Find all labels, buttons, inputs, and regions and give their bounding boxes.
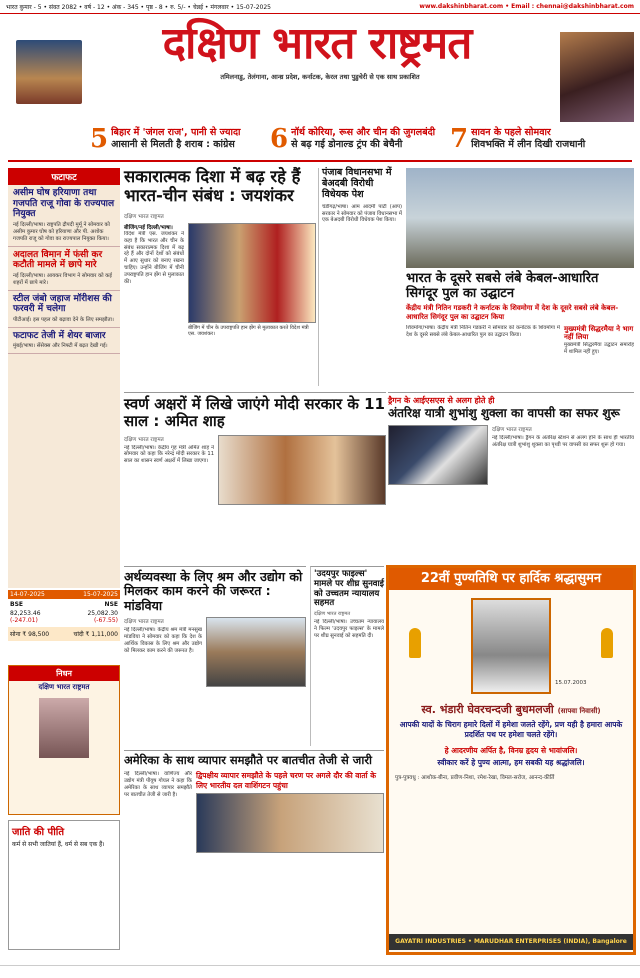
story-headline: भारत के दूसरे सबसे लंबे केबल-आधारित सिगंदूर पुल का उद्घाटन — [406, 271, 599, 301]
story-body: चंडीगढ़/भाषा। आम आदमी पार्टी (आप) सरकार ने सोमवार को पंजाब विधानसभा में एक बेअदबी विरोधी विधेयक पेश किया। — [322, 203, 402, 224]
obituary-photo — [39, 698, 89, 758]
memorial-place: (सापवा निवासी) — [557, 707, 601, 715]
story-bridge[interactable] — [406, 272, 634, 388]
teaser-page-number: 6 — [270, 124, 289, 154]
photo-caption: बीजिंग में चीन के उपराष्ट्रपति हान झेंग से मुलाकात करते विदेश मंत्री एस. जयशंकर। — [188, 324, 309, 338]
mandaviya-photo — [206, 617, 306, 687]
newspaper-subtitle: तमिलनाडु, तेलंगाना, आन्ध्र प्रदेश, कर्नाटक, केरल तथा पुडुचेरी से एक साथ प्रकाशित — [220, 73, 420, 81]
teaser-3[interactable] — [450, 124, 635, 154]
story-headline: स्वर्ण अक्षरों में लिखे जाएंगे मोदी सरकार के 11 साल : अमित शाह — [124, 395, 385, 431]
brief-story[interactable] — [8, 247, 120, 291]
sidebar-body: मुख्यमंत्री सिद्धरमैया उद्घाटन समारोह में शामिल नहीं हुए। — [564, 341, 634, 355]
brief-title: फटाफट तेजी में शेयर बाजार — [13, 330, 106, 341]
story-amit-shah[interactable] — [124, 392, 386, 562]
trade-side-headline: द्विपक्षीय व्यापार समझौते के पहले चरण पर अगले दौर की वार्ता के लिए भारतीय दल वाशिंगटन पहुंचा — [196, 771, 376, 790]
story-subhead: केंद्रीय मंत्री नितिन गडकरी ने कर्नाटक के शिवमोगा में देश के दूसरे सबसे लंबे केबल-आधारित सिगंदूर पुल का उद्घाटन किया — [406, 303, 619, 321]
page-footer — [0, 965, 640, 978]
teaser-line-1: नॉर्थ कोरिया, रूस और चीन की जुगलबंदी — [291, 127, 436, 138]
jaishankar-photo — [188, 223, 316, 323]
story-byline: दक्षिण भारत राष्ट्रमत — [124, 619, 164, 626]
story-mandaviya[interactable] — [124, 566, 306, 746]
memorial-portrait — [471, 598, 551, 694]
sidebar-title: मुख्यमंत्री सिद्धरमैया ने भाग नहीं लिया — [564, 324, 634, 342]
brief-story[interactable] — [8, 291, 120, 328]
memorial-name — [389, 702, 633, 717]
amit-shah-photo — [218, 435, 386, 505]
story-headline: अंतरिक्ष यात्री शुभांशु शुक्ला का वापसी का सफर शुरू — [388, 406, 620, 420]
market-box — [8, 590, 120, 660]
obituary-subtitle: दक्षिण भारत राष्ट्रमत — [38, 683, 90, 691]
nse-value: 25,082.30 — [87, 610, 118, 617]
story-byline: दक्षिण भारत राष्ट्रमत — [492, 426, 532, 433]
brief-body: मुंबई/भाषा। सेंसेक्स और निफ्टी में बढ़त देखी गई। — [13, 343, 108, 349]
brief-title: स्टील जंबो जहाज मॉरीशस की फरवरी में चलेगा — [13, 293, 112, 314]
masthead-photo — [560, 32, 634, 122]
column-body: कर्म से सभी जातियां हैं, धर्म से सब एक हैं। — [12, 841, 105, 848]
nse-change: (-67.55) — [93, 617, 118, 624]
story-headline: पंजाब विधानसभा में बेअदबी विरोधी विधेयक पेश — [322, 167, 392, 200]
brief-story[interactable] — [8, 185, 120, 247]
story-body: विदेश मंत्री एस. जयशंकर ने कहा है कि भारत और चीन के संबंध सकारात्मक दिशा में बढ़ रहे हैं और दोनों देशों को संबंधों में आए सुधार को बनाए रखना चाहिए। उन्होंने बीजिंग में चीनी उपराष्ट्रपति हान झेंग से मुलाकात की। — [124, 230, 184, 285]
teaser-page-number: 7 — [450, 124, 469, 154]
story-punjab[interactable] — [318, 168, 402, 386]
website-email[interactable]: www.dakshinbharat.com • Email : chennai@dakshinbharat.com — [419, 3, 634, 10]
story-headline: सकारात्मक दिशा में बढ़ रहे हैं भारत-चीन संबंध : जयशंकर — [124, 167, 301, 205]
teaser-page-number: 5 — [90, 124, 109, 154]
column-box — [8, 820, 120, 950]
story-headline: अमेरिका के साथ व्यापार समझौते पर बातचीत तेजी से जारी — [124, 753, 372, 767]
market-date-1: 14-07-2025 — [10, 591, 45, 598]
story-body: नई दिल्ली/भाषा। केंद्रीय श्रम मंत्री मनसुख मांडविया ने सोमवार को कहा कि देश के आर्थिक विकास के लिए श्रम और उद्योग को मिलकर काम करने की जरूरत है। — [124, 627, 202, 654]
issue-info: भारत कुमार - 5 • संवत 2082 • वर्ष - 12 • अंक - 345 • पृष्ठ - 8 • रु. 5/- • चेन्नई • मंगलवार • 15-07-2025 — [6, 3, 271, 11]
masthead-divider — [8, 160, 632, 162]
column-title: जाति की पीति — [12, 827, 65, 838]
story-byline: दक्षिण भारत राष्ट्रमत — [314, 611, 351, 618]
market-date-2: 15-07-2025 — [83, 591, 118, 598]
obituary-box — [8, 665, 120, 815]
bse-label: BSE — [10, 601, 23, 608]
lamp-icon — [409, 628, 421, 658]
story-udaipur[interactable] — [310, 566, 384, 746]
teaser-line-2: आसानी से मिलती है शराब : कांग्रेस — [111, 139, 235, 150]
story-body: नई दिल्ली/भाषा। केंद्रीय गृह मंत्री अमित शाह ने सोमवार को कहा कि नरेन्द्र मोदी सरकार के 11 साल का शासन स्वर्ण अक्षरों में लिखा जाएगा। — [124, 444, 214, 465]
teaser-line-1: बिहार में 'जंगल राज', पानी से ज्यादा — [111, 127, 241, 138]
issue-info-bar — [0, 0, 640, 14]
story-trade[interactable] — [124, 750, 384, 955]
shukla-photo — [388, 425, 488, 485]
story-body: नई दिल्ली/भाषा। ड्रैगन के अंतरिक्ष स्टेशन से अलग होने के साथ ही भारतीय अंतरिक्ष यात्री शुभांशु शुक्ला का पृथ्वी पर वापसी का सफर शुरू हो गया। — [492, 434, 634, 448]
memorial-line-3: स्वीकार करें हे पुण्य आत्मा, हम सबकी यह श्रद्धांजलि। — [437, 758, 585, 767]
story-dateline: बीजिंग/नई दिल्ली/भाषा। — [124, 224, 173, 231]
teaser-1[interactable] — [90, 124, 270, 154]
story-byline: दक्षिण भारत राष्ट्रमत — [124, 213, 164, 220]
teaser-2[interactable] — [270, 124, 450, 154]
obituary-title: निधन — [9, 666, 119, 681]
left-briefs-column — [8, 168, 120, 588]
lamp-icon — [601, 628, 613, 658]
story-body: नई दिल्ली/भाषा। उच्चतम न्यायालय ने फिल्म 'उदयपुर फाइल्स' के मामले पर शीघ्र सुनवाई को सहमति दी। — [314, 619, 384, 639]
story-body: नई दिल्ली/भाषा। वाणिज्य और उद्योग मंत्री पीयूष गोयल ने कहा कि अमेरिका के साथ व्यापार समझौते पर बातचीत तेजी से जारी है। — [124, 771, 192, 798]
teaser-line-2: से बढ़ गई डोनाल्ड ट्रंप की बेचैनी — [291, 139, 403, 150]
story-body: शिवमोगा/भाषा। केंद्रीय मंत्री नितिन गडकरी ने सोमवार को कर्नाटक के शिवमोगा में देश के दूसरे सबसे लंबे केबल-आधारित पुल का उद्घाटन किया। — [406, 324, 560, 338]
brief-title: अदालत विमान में फंसी कर कटौती मामले में छापे मारे — [13, 249, 103, 270]
nse-label: NSE — [104, 601, 118, 608]
goyal-photo — [196, 793, 384, 853]
death-date: 15.07.2003 — [555, 680, 587, 686]
story-headline: 'उदयपुर फाइल्स' मामले पर शीघ्र सुनवाई को उच्चतम न्यायालय सहमत — [314, 569, 384, 609]
bridge-photo — [406, 168, 634, 268]
story-kicker: ड्रैगन के आईएसएस से अलग होते ही — [388, 396, 495, 405]
story-shukla[interactable] — [388, 392, 634, 560]
memorial-family: पुत्र-पुत्रवधु : आशोक-बीना, प्रवीण-निशा, रमेश-रेखा, विमल-सरोज, आनन्द-कीर्ति — [395, 775, 555, 781]
briefs-header: फटाफट — [8, 168, 120, 185]
teaser-line-1: सावन के पहले सोमवार — [471, 127, 551, 138]
memorial-advert — [386, 565, 636, 955]
gold-price: सोना ₹ 98,500 — [10, 631, 50, 638]
brief-title: असीम घोष हरियाणा तथा गजपति राजू गोवा के राज्यपाल नियुक्त — [13, 188, 115, 219]
memorial-line-2: हे आदरणीय अर्पित है, विनम्र हृदय से भावांजलि। — [444, 746, 578, 755]
story-byline: दक्षिण भारत राष्ट्रमत — [124, 436, 164, 443]
brief-story[interactable] — [8, 328, 120, 355]
newspaper-title: दक्षिण भारत राष्ट्रमत — [162, 18, 472, 69]
bse-change: (-247.01) — [10, 617, 38, 624]
memorial-name-text: स्व. भंडारी घेवरचन्दजी बुधमलजी — [421, 703, 554, 716]
bse-value: 82,253.46 — [10, 610, 41, 617]
brief-body: नई दिल्ली/भाषा। आयकर विभाग ने सोमवार को कई शहरों में छापे मारे। — [13, 272, 112, 286]
story-headline: अर्थव्यवस्था के लिए श्रम और उद्योग को मिलकर काम करने की जरूरत : मांडविया — [124, 569, 303, 613]
columnist-photo — [16, 40, 82, 104]
memorial-sponsor: GAYATRI INDUSTRIES • MARUDHAR ENTERPRISES (INDIA), Bangalore — [389, 934, 633, 950]
silver-price: चांदी ₹ 1,11,000 — [73, 631, 118, 638]
brief-body: पीटीआई। इस पहल को बढ़ावा देने के लिए समझौता। — [13, 316, 114, 323]
memorial-tribute: आपकी यादों के चिराग हमारे दिलों में हमेशा जलते रहेंगे, प्रण यही है हमारा आपके प्रदर्शित पथ पर हमेशा चलते रहेंगे। — [399, 720, 623, 739]
teaser-line-2: शिवभक्ति में लीन दिखी राजधानी — [471, 139, 586, 150]
memorial-title: 22वीं पुण्यतिथि पर हार्दिक श्रद्धासुमन — [389, 568, 633, 590]
brief-body: नई दिल्ली/भाषा। राष्ट्रपति द्रौपदी मुर्मू ने सोमवार को असीम कुमार घोष को हरियाणा और पी. अशोक गजपति राजू को गोवा का राज्यपाल नियुक्त किया। — [13, 221, 110, 242]
